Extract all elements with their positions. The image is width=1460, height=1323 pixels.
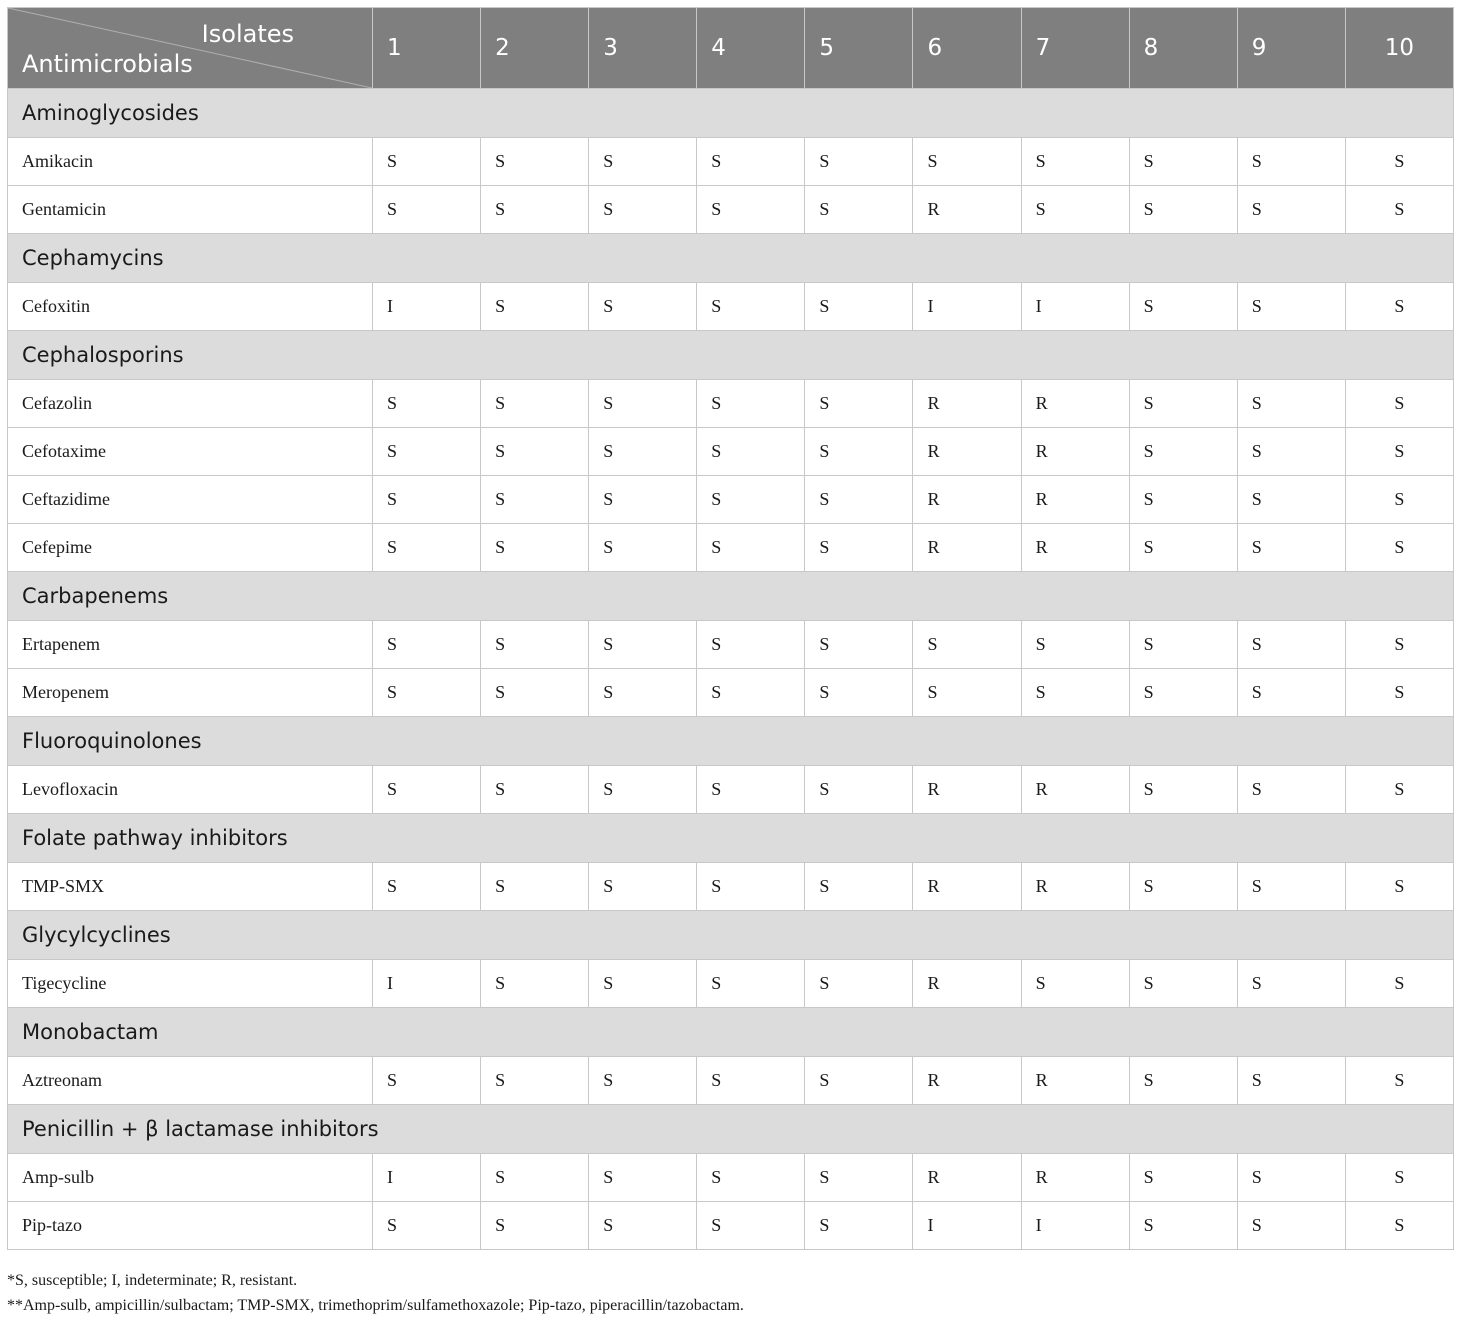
susceptibility-cell: S [589,283,697,331]
susceptibility-cell: S [697,766,805,814]
category-label: Cephalosporins [8,331,1454,380]
susceptibility-cell: S [1129,524,1237,572]
susceptibility-cell: S [373,476,481,524]
header-row [8,8,1454,89]
corner-header-cell [8,8,373,89]
table-row [8,1154,1454,1202]
susceptibility-cell: S [1237,428,1345,476]
table-row [8,138,1454,186]
susceptibility-cell: R [913,960,1021,1008]
table-row [8,524,1454,572]
susceptibility-cell: S [1345,863,1453,911]
susceptibility-cell: S [805,524,913,572]
footnote-abbreviations: **Amp-sulb, ampicillin/sulbactam; TMP-SMX, trimethoprim/sulfamethoxazole; Pip-tazo, piperacillin/tazobactam. [7,1297,744,1314]
susceptibility-cell: R [1021,1154,1129,1202]
isolates-label: Isolates [201,20,294,48]
susceptibility-cell: S [805,863,913,911]
susceptibility-cell: S [1237,524,1345,572]
susceptibility-cell: S [589,1202,697,1250]
susceptibility-cell: S [589,1154,697,1202]
susceptibility-cell: S [697,960,805,1008]
susceptibility-cell: S [697,138,805,186]
antimicrobial-name: Amp-sulb [8,1154,373,1202]
category-label: Aminoglycosides [8,89,1454,138]
susceptibility-cell: S [1345,428,1453,476]
category-label: Monobactam [8,1008,1454,1057]
susceptibility-cell: S [373,766,481,814]
susceptibility-cell: S [1237,1202,1345,1250]
antimicrobial-name: Tigecycline [8,960,373,1008]
susceptibility-cell: S [1021,186,1129,234]
susceptibility-cell: S [481,669,589,717]
susceptibility-cell: S [1021,621,1129,669]
susceptibility-cell: S [697,1057,805,1105]
antimicrobial-name: Cefepime [8,524,373,572]
susceptibility-cell: R [913,1154,1021,1202]
susceptibility-cell: S [805,186,913,234]
susceptibility-cell: S [589,476,697,524]
susceptibility-cell: S [1345,1202,1453,1250]
susceptibility-cell: S [805,428,913,476]
table-row [8,186,1454,234]
susceptibility-cell: S [1237,476,1345,524]
category-row [8,814,1454,863]
susceptibility-cell: S [697,1202,805,1250]
susceptibility-cell: S [373,669,481,717]
susceptibility-cell: S [1129,863,1237,911]
susceptibility-cell: R [913,186,1021,234]
footnotes [7,1268,744,1318]
susceptibility-cell: S [1237,960,1345,1008]
susceptibility-cell: R [1021,766,1129,814]
susceptibility-cell: R [913,476,1021,524]
antimicrobial-name: Ceftazidime [8,476,373,524]
susceptibility-cell: S [805,138,913,186]
susceptibility-cell: S [589,138,697,186]
susceptibility-cell: S [481,476,589,524]
susceptibility-cell: S [481,283,589,331]
isolate-header-3: 3 [589,8,697,89]
susceptibility-cell: S [373,863,481,911]
category-row [8,911,1454,960]
table-row [8,428,1454,476]
susceptibility-cell: S [481,863,589,911]
susceptibility-cell: S [1129,1202,1237,1250]
susceptibility-cell: S [1237,669,1345,717]
susceptibility-cell: S [1129,766,1237,814]
susceptibility-cell: S [1345,138,1453,186]
footnote-legend: *S, susceptible; I, indeterminate; R, resistant. [7,1272,298,1289]
table-row [8,380,1454,428]
susceptibility-cell: S [913,621,1021,669]
table-row [8,960,1454,1008]
susceptibility-cell: S [1345,1057,1453,1105]
susceptibility-cell: R [913,863,1021,911]
susceptibility-cell: S [1345,380,1453,428]
isolate-header-4: 4 [697,8,805,89]
susceptibility-cell: S [1129,669,1237,717]
susceptibility-cell: S [373,138,481,186]
susceptibility-cell: S [1237,1057,1345,1105]
susceptibility-cell: S [373,1057,481,1105]
susceptibility-cell: R [913,1057,1021,1105]
susceptibility-cell: S [805,380,913,428]
susceptibility-cell: R [1021,428,1129,476]
susceptibility-cell: S [589,766,697,814]
susceptibility-cell: I [373,283,481,331]
susceptibility-cell: S [1237,863,1345,911]
susceptibility-cell: S [481,1057,589,1105]
category-row [8,89,1454,138]
susceptibility-cell: S [1345,1154,1453,1202]
susceptibility-table-container [7,7,1453,1250]
susceptibility-cell: R [1021,380,1129,428]
susceptibility-cell: S [697,428,805,476]
susceptibility-cell: S [589,428,697,476]
susceptibility-cell: S [481,1202,589,1250]
susceptibility-cell: S [1021,669,1129,717]
antimicrobial-name: Gentamicin [8,186,373,234]
table-header [8,8,1454,89]
susceptibility-cell: S [589,960,697,1008]
susceptibility-cell: S [697,524,805,572]
susceptibility-table [7,7,1454,1250]
susceptibility-cell: S [1129,1057,1237,1105]
table-row [8,621,1454,669]
susceptibility-cell: R [913,428,1021,476]
susceptibility-cell: S [1345,960,1453,1008]
antimicrobial-name: TMP-SMX [8,863,373,911]
susceptibility-cell: S [913,669,1021,717]
category-row [8,717,1454,766]
category-row [8,234,1454,283]
table-row [8,1202,1454,1250]
susceptibility-cell: S [697,1154,805,1202]
category-row [8,1008,1454,1057]
susceptibility-cell: I [913,283,1021,331]
susceptibility-cell: S [697,476,805,524]
category-label: Carbapenems [8,572,1454,621]
susceptibility-cell: R [913,766,1021,814]
susceptibility-cell: I [913,1202,1021,1250]
category-label: Glycylcyclines [8,911,1454,960]
isolate-header-9: 9 [1237,8,1345,89]
susceptibility-cell: R [1021,1057,1129,1105]
table-row [8,863,1454,911]
antimicrobials-label: Antimicrobials [22,50,193,78]
antimicrobial-name: Amikacin [8,138,373,186]
susceptibility-cell: S [1129,138,1237,186]
susceptibility-cell: S [805,283,913,331]
susceptibility-cell: S [481,524,589,572]
susceptibility-cell: S [1021,960,1129,1008]
susceptibility-cell: S [1129,476,1237,524]
susceptibility-cell: S [589,669,697,717]
susceptibility-cell: S [697,380,805,428]
susceptibility-cell: S [589,524,697,572]
category-row [8,331,1454,380]
susceptibility-cell: S [1237,138,1345,186]
susceptibility-cell: S [589,621,697,669]
susceptibility-cell: S [1237,1154,1345,1202]
susceptibility-cell: S [805,621,913,669]
susceptibility-cell: S [1129,283,1237,331]
susceptibility-cell: S [1345,669,1453,717]
susceptibility-cell: S [589,380,697,428]
susceptibility-cell: R [913,524,1021,572]
susceptibility-cell: R [1021,476,1129,524]
susceptibility-cell: S [1129,621,1237,669]
isolate-header-7: 7 [1021,8,1129,89]
antimicrobial-name: Pip-tazo [8,1202,373,1250]
susceptibility-cell: S [1237,621,1345,669]
susceptibility-cell: S [481,380,589,428]
susceptibility-cell: R [1021,524,1129,572]
susceptibility-cell: S [1345,766,1453,814]
susceptibility-cell: S [373,428,481,476]
isolate-header-8: 8 [1129,8,1237,89]
susceptibility-cell: S [481,621,589,669]
isolate-header-2: 2 [481,8,589,89]
susceptibility-cell: S [1237,283,1345,331]
susceptibility-cell: S [373,524,481,572]
susceptibility-cell: I [1021,1202,1129,1250]
category-label: Folate pathway inhibitors [8,814,1454,863]
antimicrobial-name: Aztreonam [8,1057,373,1105]
susceptibility-cell: S [805,1057,913,1105]
table-row [8,669,1454,717]
susceptibility-cell: S [373,1202,481,1250]
isolate-header-6: 6 [913,8,1021,89]
susceptibility-cell: I [373,960,481,1008]
susceptibility-cell: S [1345,476,1453,524]
susceptibility-cell: S [1129,186,1237,234]
susceptibility-cell: S [481,138,589,186]
susceptibility-cell: S [1021,138,1129,186]
susceptibility-cell: S [805,476,913,524]
table-row [8,1057,1454,1105]
susceptibility-cell: S [481,428,589,476]
category-row [8,1105,1454,1154]
susceptibility-cell: S [1237,380,1345,428]
isolate-header-1: 1 [373,8,481,89]
susceptibility-cell: S [913,138,1021,186]
susceptibility-cell: S [373,380,481,428]
antimicrobial-name: Ertapenem [8,621,373,669]
susceptibility-cell: S [697,863,805,911]
susceptibility-cell: S [481,1154,589,1202]
susceptibility-cell: S [373,186,481,234]
table-row [8,283,1454,331]
susceptibility-cell: S [805,1202,913,1250]
susceptibility-cell: S [481,960,589,1008]
susceptibility-cell: S [697,669,805,717]
antimicrobial-name: Levofloxacin [8,766,373,814]
susceptibility-cell: S [1345,621,1453,669]
susceptibility-cell: S [1129,428,1237,476]
susceptibility-cell: S [805,1154,913,1202]
susceptibility-cell: S [1345,186,1453,234]
susceptibility-cell: I [373,1154,481,1202]
susceptibility-cell: S [805,766,913,814]
antimicrobial-name: Meropenem [8,669,373,717]
susceptibility-cell: S [373,621,481,669]
susceptibility-cell: S [481,186,589,234]
susceptibility-cell: S [1129,1154,1237,1202]
susceptibility-cell: R [1021,863,1129,911]
susceptibility-cell: S [805,960,913,1008]
susceptibility-cell: S [805,669,913,717]
category-row [8,572,1454,621]
isolate-header-10: 10 [1345,8,1453,89]
susceptibility-cell: S [1237,186,1345,234]
table-row [8,766,1454,814]
isolate-header-5: 5 [805,8,913,89]
susceptibility-cell: S [589,863,697,911]
susceptibility-cell: S [1345,524,1453,572]
susceptibility-cell: I [1021,283,1129,331]
susceptibility-cell: S [1345,283,1453,331]
susceptibility-cell: S [697,283,805,331]
category-label: Cephamycins [8,234,1454,283]
susceptibility-cell: S [697,621,805,669]
antimicrobial-name: Cefazolin [8,380,373,428]
category-label: Fluoroquinolones [8,717,1454,766]
susceptibility-cell: S [697,186,805,234]
susceptibility-cell: S [1129,960,1237,1008]
category-label: Penicillin + β lactamase inhibitors [8,1105,1454,1154]
susceptibility-cell: S [1237,766,1345,814]
antimicrobial-name: Cefotaxime [8,428,373,476]
susceptibility-cell: S [481,766,589,814]
susceptibility-cell: S [589,1057,697,1105]
table-body [8,89,1454,1250]
table-row [8,476,1454,524]
susceptibility-cell: S [589,186,697,234]
susceptibility-cell: R [913,380,1021,428]
susceptibility-cell: S [1129,380,1237,428]
antimicrobial-name: Cefoxitin [8,283,373,331]
